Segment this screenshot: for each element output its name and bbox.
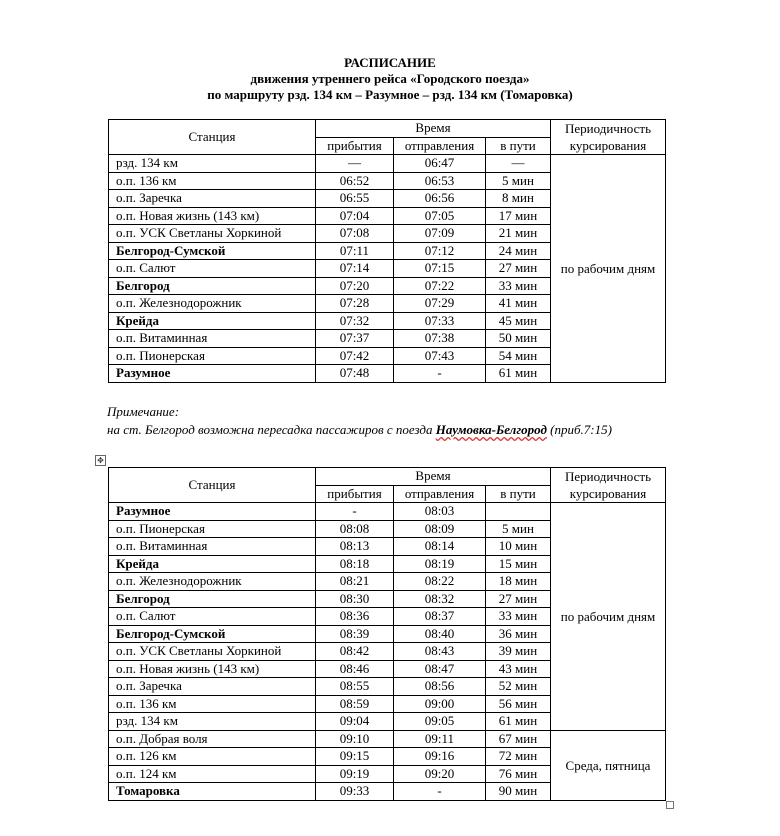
station-cell: о.п. Новая жизнь (143 км)	[109, 660, 316, 678]
station-cell: Белгород	[109, 590, 316, 608]
note-text	[107, 422, 612, 438]
departure-cell: 06:56	[394, 190, 486, 208]
arrival-cell: 08:59	[316, 695, 394, 713]
station-cell: Крейда	[109, 555, 316, 573]
arrival-cell: 08:30	[316, 590, 394, 608]
note-text-before: на ст. Белгород возможна пересадка пассажиров с поезда	[107, 422, 436, 437]
header-arrival: прибытия	[316, 485, 394, 503]
station-cell: Белгород-Сумской	[109, 242, 316, 260]
departure-cell: 09:16	[394, 748, 486, 766]
station-cell: рзд. 134 км	[109, 155, 316, 173]
arrival-cell: 08:55	[316, 678, 394, 696]
header-travel: в пути	[486, 485, 551, 503]
arrival-cell: 08:13	[316, 538, 394, 556]
station-cell: о.п. Салют	[109, 260, 316, 278]
periodicity-cell: по рабочим дням	[551, 155, 666, 383]
travel-cell: 27 мин	[486, 590, 551, 608]
travel-cell: 8 мин	[486, 190, 551, 208]
table-2-body	[109, 503, 666, 801]
station-cell: о.п. УСК Светланы Хоркиной	[109, 643, 316, 661]
station-cell: о.п. Железнодорожник	[109, 295, 316, 313]
arrival-cell: 07:28	[316, 295, 394, 313]
doc-route: по маршруту рзд. 134 км – Разумное – рзд. 134 км (Томаровка)	[207, 87, 573, 102]
arrival-cell: 08:18	[316, 555, 394, 573]
travel-cell	[486, 503, 551, 521]
station-cell: о.п. Пионерская	[109, 520, 316, 538]
header-station: Станция	[109, 120, 316, 155]
departure-cell: 08:43	[394, 643, 486, 661]
travel-cell: 61 мин	[486, 365, 551, 383]
table-row	[109, 155, 666, 173]
departure-cell: -	[394, 365, 486, 383]
travel-cell: 17 мин	[486, 207, 551, 225]
arrival-cell: 09:04	[316, 713, 394, 731]
header-time: Время	[316, 468, 551, 486]
station-cell: Белгород-Сумской	[109, 625, 316, 643]
header-periodicity: Периодичность курсирования	[551, 468, 666, 503]
station-cell: Разумное	[109, 503, 316, 521]
departure-cell: 06:47	[394, 155, 486, 173]
arrival-cell: 08:08	[316, 520, 394, 538]
periodicity-cell: по рабочим дням	[551, 503, 666, 731]
doc-subtitle: движения утреннего рейса «Городского поезда»	[250, 71, 530, 86]
arrival-cell: 07:37	[316, 330, 394, 348]
doc-title: РАСПИСАНИЕ	[344, 55, 436, 70]
table-row	[109, 503, 666, 521]
travel-cell: 33 мин	[486, 277, 551, 295]
note-train: Наумовка-Белгород	[435, 422, 547, 437]
arrival-cell: 09:10	[316, 730, 394, 748]
travel-cell: 54 мин	[486, 347, 551, 365]
schedule-table-2	[108, 467, 666, 801]
header-periodicity: Периодичность курсирования	[551, 120, 666, 155]
table-1-body	[109, 155, 666, 383]
arrival-cell: 09:15	[316, 748, 394, 766]
arrival-cell: 08:39	[316, 625, 394, 643]
header-departure: отправления	[394, 137, 486, 155]
departure-cell: 09:20	[394, 765, 486, 783]
departure-cell: 08:47	[394, 660, 486, 678]
header-arrival: прибытия	[316, 137, 394, 155]
travel-cell: 72 мин	[486, 748, 551, 766]
travel-cell: 50 мин	[486, 330, 551, 348]
travel-cell: 90 мин	[486, 783, 551, 801]
travel-cell: 67 мин	[486, 730, 551, 748]
departure-cell: 08:40	[394, 625, 486, 643]
arrival-cell: 06:55	[316, 190, 394, 208]
header-time: Время	[316, 120, 551, 138]
arrival-cell: 09:19	[316, 765, 394, 783]
arrival-cell: —	[316, 155, 394, 173]
departure-cell: 08:37	[394, 608, 486, 626]
departure-cell: 09:05	[394, 713, 486, 731]
station-cell: Разумное	[109, 365, 316, 383]
departure-cell: 09:11	[394, 730, 486, 748]
note-text-after: (приб.7:15)	[546, 422, 612, 437]
arrival-cell: 06:52	[316, 172, 394, 190]
departure-cell: 07:12	[394, 242, 486, 260]
travel-cell: —	[486, 155, 551, 173]
station-cell: Томаровка	[109, 783, 316, 801]
arrival-cell: 08:46	[316, 660, 394, 678]
travel-cell: 21 мин	[486, 225, 551, 243]
travel-cell: 45 мин	[486, 312, 551, 330]
departure-cell: 09:00	[394, 695, 486, 713]
header-travel: в пути	[486, 137, 551, 155]
station-cell: о.п. Салют	[109, 608, 316, 626]
station-cell: о.п. Витаминная	[109, 538, 316, 556]
station-cell: о.п. Витаминная	[109, 330, 316, 348]
station-cell: о.п. 126 км	[109, 748, 316, 766]
arrival-cell: 08:21	[316, 573, 394, 591]
departure-cell: 08:22	[394, 573, 486, 591]
travel-cell: 24 мин	[486, 242, 551, 260]
station-cell: о.п. Заречка	[109, 190, 316, 208]
station-cell: о.п. 136 км	[109, 172, 316, 190]
travel-cell: 18 мин	[486, 573, 551, 591]
departure-cell: 07:05	[394, 207, 486, 225]
travel-cell: 10 мин	[486, 538, 551, 556]
departure-cell: 07:22	[394, 277, 486, 295]
travel-cell: 15 мин	[486, 555, 551, 573]
departure-cell: 06:53	[394, 172, 486, 190]
departure-cell: 08:09	[394, 520, 486, 538]
travel-cell: 76 мин	[486, 765, 551, 783]
departure-cell: -	[394, 783, 486, 801]
arrival-cell: 09:33	[316, 783, 394, 801]
arrival-cell: 07:04	[316, 207, 394, 225]
arrival-cell: 07:20	[316, 277, 394, 295]
travel-cell: 43 мин	[486, 660, 551, 678]
header-station: Станция	[109, 468, 316, 503]
departure-cell: 07:43	[394, 347, 486, 365]
arrival-cell: 08:36	[316, 608, 394, 626]
departure-cell: 08:56	[394, 678, 486, 696]
station-cell: Крейда	[109, 312, 316, 330]
station-cell: Белгород	[109, 277, 316, 295]
arrival-cell: 07:11	[316, 242, 394, 260]
periodicity-cell: Среда, пятница	[551, 730, 666, 800]
schedule-table-1	[108, 119, 666, 383]
travel-cell: 27 мин	[486, 260, 551, 278]
arrival-cell: 07:32	[316, 312, 394, 330]
travel-cell: 5 мин	[486, 520, 551, 538]
station-cell: о.п. Заречка	[109, 678, 316, 696]
departure-cell: 07:38	[394, 330, 486, 348]
arrival-cell: 08:42	[316, 643, 394, 661]
header-departure: отправления	[394, 485, 486, 503]
departure-cell: 07:33	[394, 312, 486, 330]
station-cell: о.п. 124 км	[109, 765, 316, 783]
station-cell: о.п. Новая жизнь (143 км)	[109, 207, 316, 225]
departure-cell: 08:19	[394, 555, 486, 573]
station-cell: о.п. Пионерская	[109, 347, 316, 365]
travel-cell: 36 мин	[486, 625, 551, 643]
table-row	[109, 730, 666, 748]
departure-cell: 08:32	[394, 590, 486, 608]
departure-cell: 08:14	[394, 538, 486, 556]
table-resize-handle[interactable]	[666, 801, 674, 809]
travel-cell: 41 мин	[486, 295, 551, 313]
station-cell: о.п. УСК Светланы Хоркиной	[109, 225, 316, 243]
travel-cell: 61 мин	[486, 713, 551, 731]
travel-cell: 56 мин	[486, 695, 551, 713]
table-move-handle-icon[interactable]: ✥	[95, 455, 106, 466]
arrival-cell: 07:48	[316, 365, 394, 383]
station-cell: о.п. Железнодорожник	[109, 573, 316, 591]
station-cell: о.п. Добрая воля	[109, 730, 316, 748]
departure-cell: 08:03	[394, 503, 486, 521]
departure-cell: 07:29	[394, 295, 486, 313]
travel-cell: 33 мин	[486, 608, 551, 626]
departure-cell: 07:09	[394, 225, 486, 243]
travel-cell: 5 мин	[486, 172, 551, 190]
arrival-cell: 07:14	[316, 260, 394, 278]
station-cell: рзд. 134 км	[109, 713, 316, 731]
arrival-cell: 07:42	[316, 347, 394, 365]
station-cell: о.п. 136 км	[109, 695, 316, 713]
travel-cell: 39 мин	[486, 643, 551, 661]
arrival-cell: 07:08	[316, 225, 394, 243]
departure-cell: 07:15	[394, 260, 486, 278]
arrival-cell: -	[316, 503, 394, 521]
note-label: Примечание:	[107, 404, 180, 419]
travel-cell: 52 мин	[486, 678, 551, 696]
